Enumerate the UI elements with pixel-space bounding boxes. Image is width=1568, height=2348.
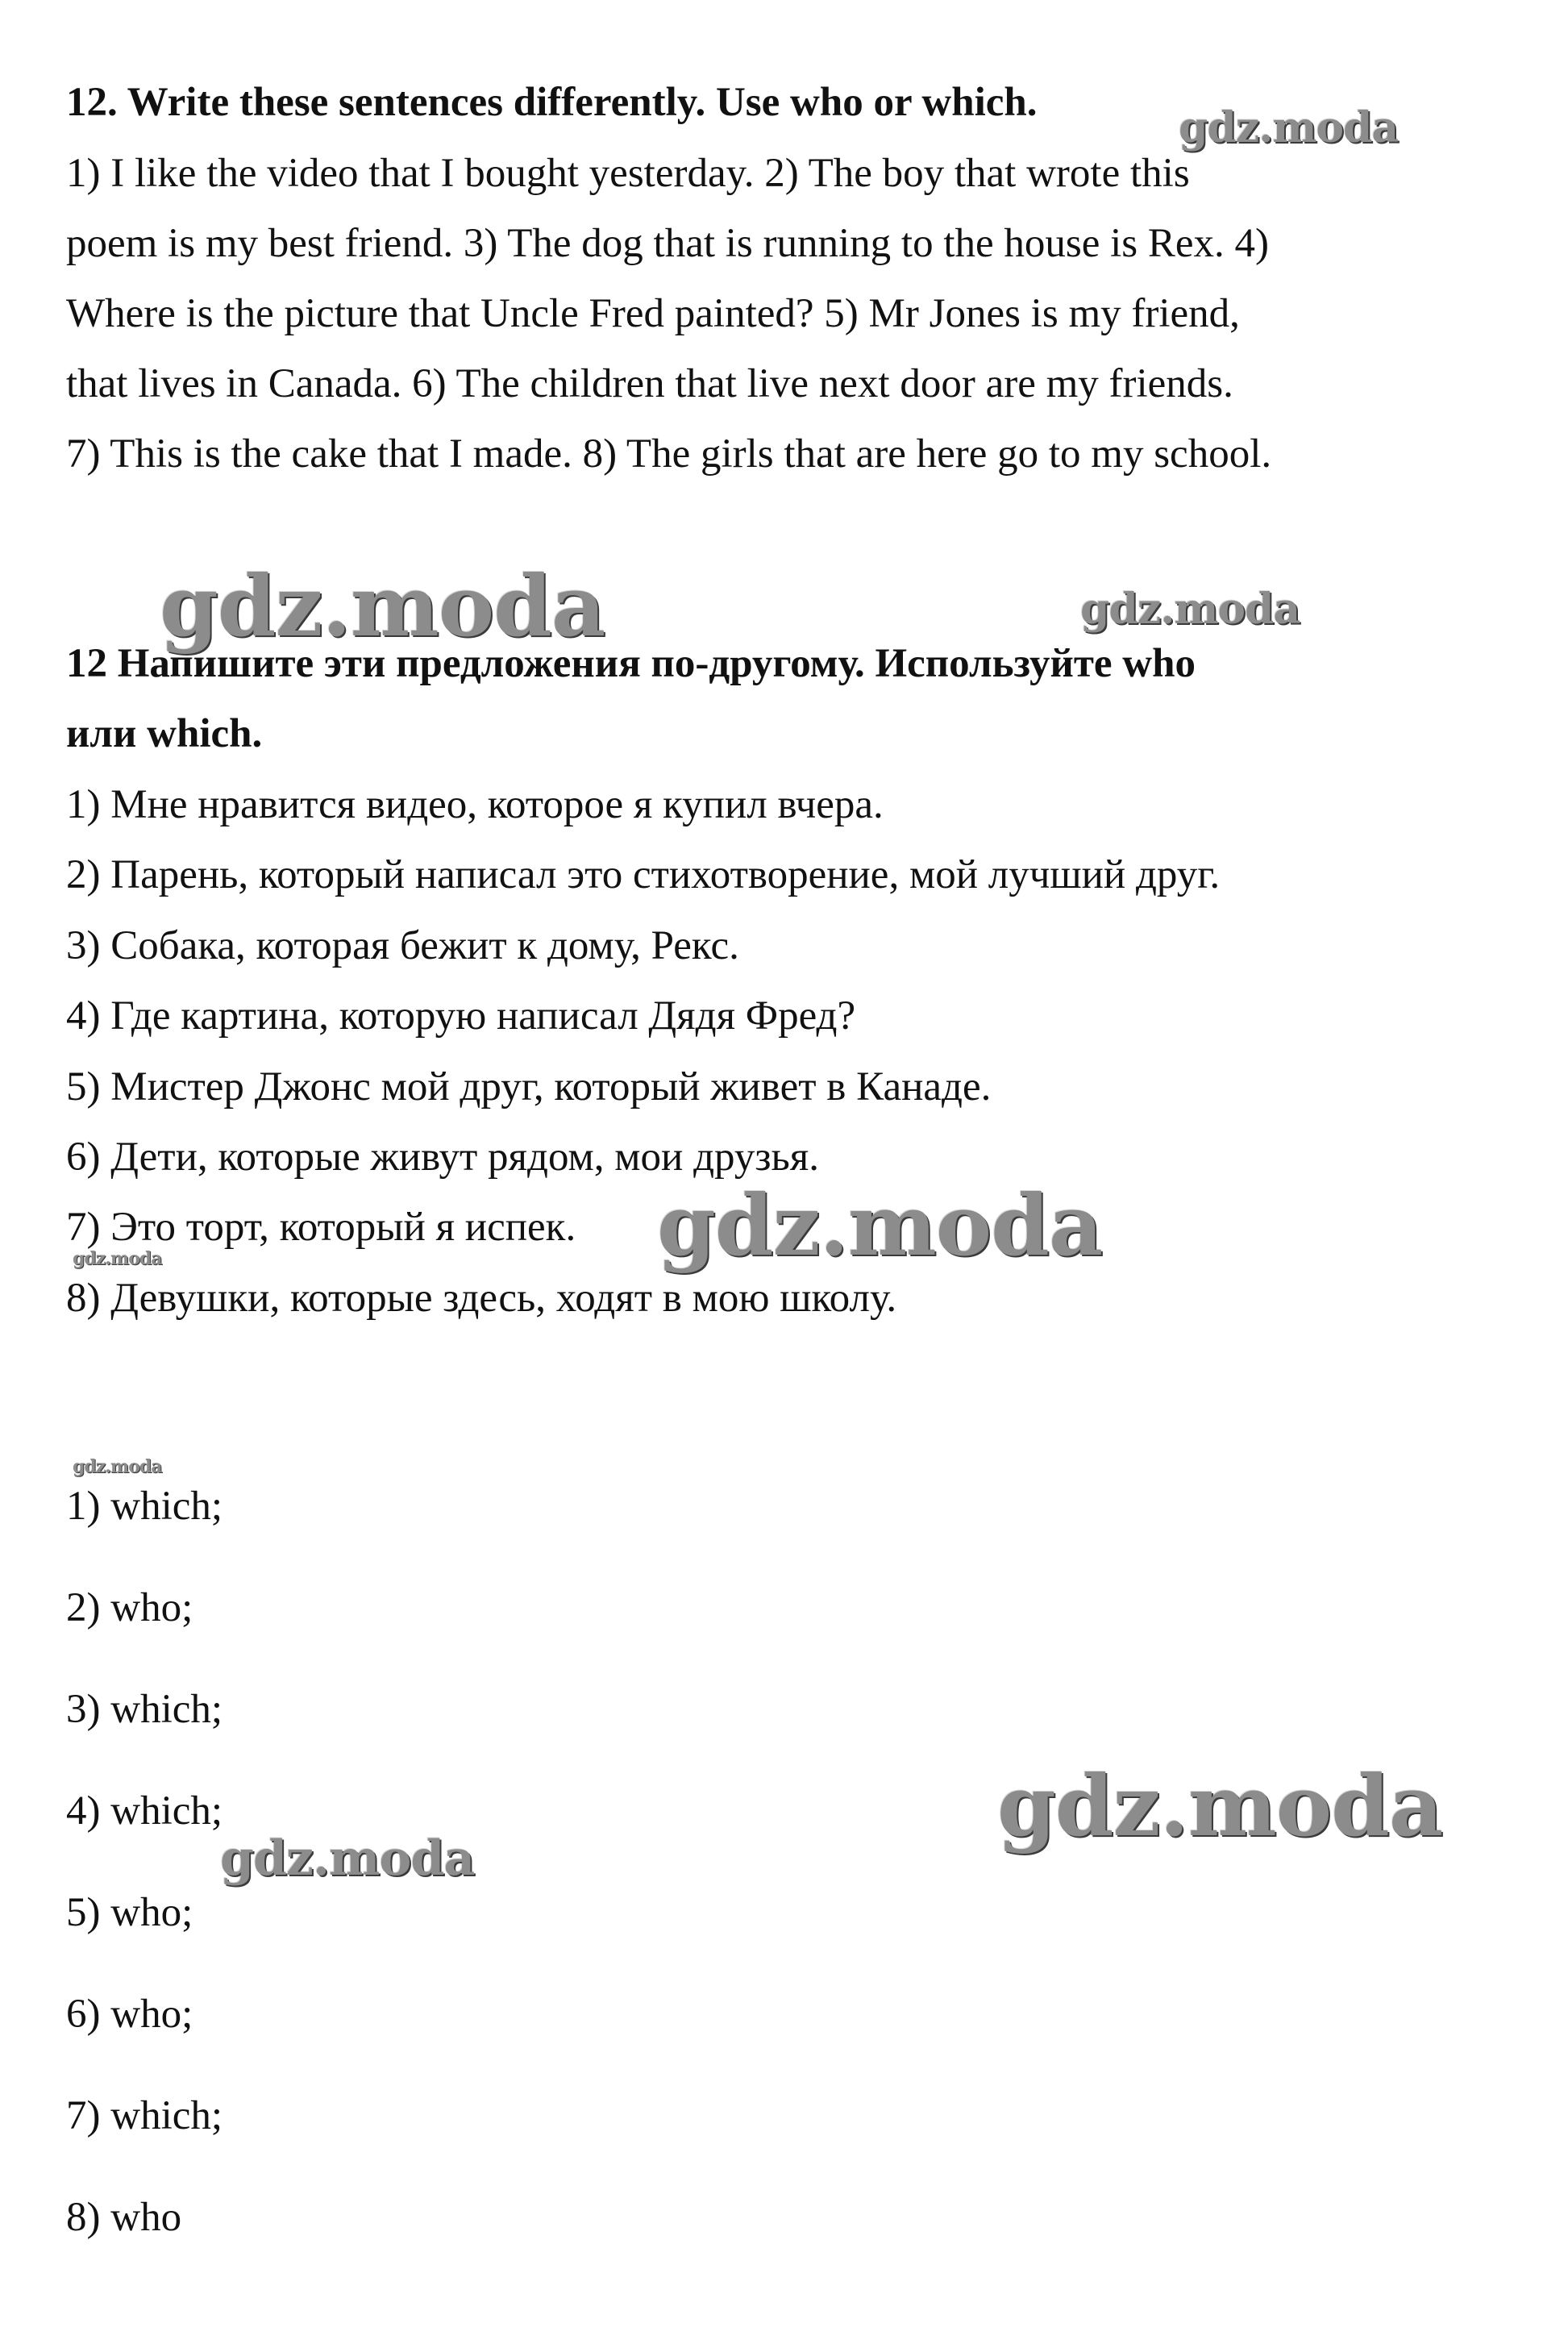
- watermark: gdz.moda: [1179, 103, 1399, 152]
- answer-item: 7) which;: [66, 2093, 223, 2138]
- exercise-body-line: 1) I like the video that I bought yesterday. 2) The boy that wrote this: [66, 151, 1190, 196]
- exercise-body-line: 7) This is the cake that I made. 8) The girls that are here go to my school.: [66, 431, 1272, 477]
- watermark: gdz.moda: [997, 1756, 1443, 1855]
- watermark: gdz.moda: [657, 1176, 1103, 1275]
- exercise-title-ru: или which.: [66, 711, 263, 756]
- exercise-body-line: poem is my best friend. 3) The dog that is running to the house is Rex. 4): [66, 221, 1270, 266]
- ru-sentence: 4) Где картина, которую написал Дядя Фред?: [66, 993, 856, 1039]
- answer-item: 1) which;: [66, 1484, 223, 1529]
- ru-sentence: 5) Мистер Джонс мой друг, который живет в Канаде.: [66, 1064, 992, 1109]
- exercise-title-ru: 12 Напишите эти предложения по-другому. Используйте who: [66, 641, 1196, 686]
- ru-sentence: 3) Собака, которая бежит к дому, Рекс.: [66, 923, 739, 968]
- ru-sentence: 1) Мне нравится видео, которое я купил вчера.: [66, 782, 884, 827]
- watermark: gdz.moda: [220, 1830, 475, 1887]
- watermark: gdz.moda: [73, 1248, 162, 1269]
- answer-item: 4) which;: [66, 1788, 223, 1834]
- ru-sentence: 7) Это торт, который я испек.: [66, 1205, 576, 1250]
- ru-sentence: 8) Девушки, которые здесь, ходят в мою школу.: [66, 1276, 897, 1321]
- answer-item: 3) which;: [66, 1687, 223, 1732]
- exercise-title-en: 12. Write these sentences differently. Use who or which.: [66, 80, 1038, 125]
- answer-item: 8) who: [66, 2195, 182, 2240]
- watermark: gdz.moda: [1080, 585, 1300, 634]
- answer-item: 6) who;: [66, 1992, 193, 2037]
- watermark: gdz.moda: [73, 1456, 162, 1477]
- exercise-body-line: Where is the picture that Uncle Fred painted? 5) Mr Jones is my friend,: [66, 291, 1240, 336]
- answer-item: 2) who;: [66, 1585, 193, 1630]
- ru-sentence: 6) Дети, которые живут рядом, мои друзья.: [66, 1134, 819, 1180]
- exercise-body-line: that lives in Canada. 6) The children that live next door are my friends.: [66, 361, 1233, 406]
- ru-sentence: 2) Парень, который написал это стихотворение, мой лучший друг.: [66, 852, 1221, 897]
- answer-item: 5) who;: [66, 1890, 193, 1935]
- watermark: gdz.moda: [160, 556, 605, 656]
